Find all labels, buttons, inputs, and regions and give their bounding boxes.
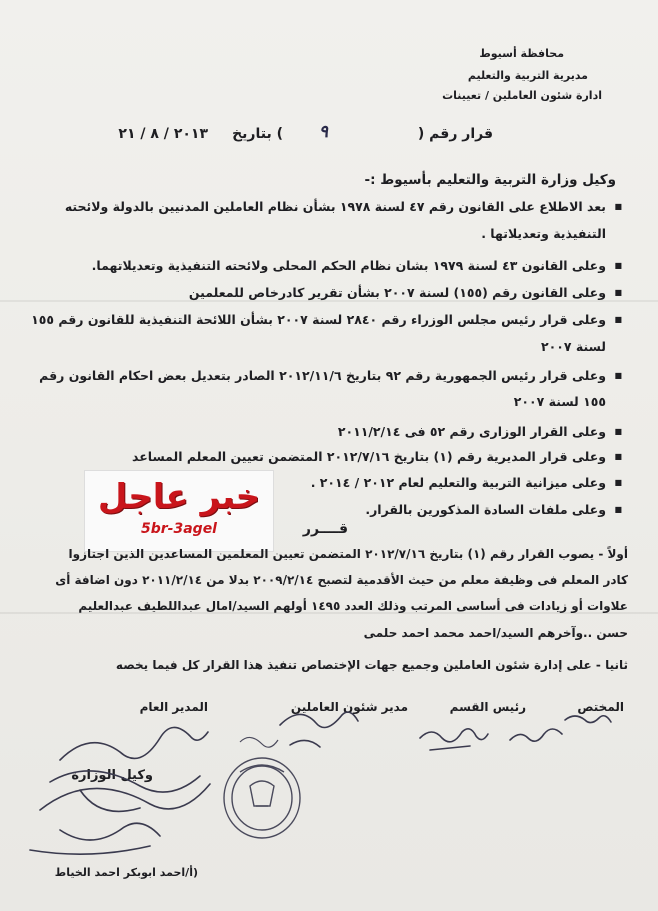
header-department: ادارة شئون العاملين / تعيينات xyxy=(442,89,602,102)
clause: ■ وعلى القانون رقم (١٥٥) لسنة ٢٠٠٧ بشأن تقرير كادرخاص للمعلمين xyxy=(189,285,606,300)
signatures-stamp-image xyxy=(0,690,658,890)
clause: ■ وعلى قرار المديرية رقم (١) بتاريخ ٢٠١٢/٧/١٦ المتضمن تعيين المعلم المساعد xyxy=(132,449,606,464)
clause: ■ وعلى ميزانية التربية والتعليم لعام ٢٠١٢ / ٢٠١٤ . xyxy=(311,475,606,490)
clause-cont: لسنة ٢٠٠٧ xyxy=(541,339,606,354)
article-first-cont: كادر المعلم فى وظيفة معلم من حيث الأقدمية لتصبح ٢٠٠٩/٢/١٤ بدلا من ٢٠١١/٢/١٤ دون اضافة أى xyxy=(55,573,628,587)
article-first-cont: علاوات أو زيادات فى أساسى المرتب وذلك العدد ١٤٩٥ أولهم السيد/امال عبداللطيف عبدالعليم xyxy=(78,599,628,613)
watermark-logo xyxy=(84,470,274,552)
sig-section-head: رئيس القسم xyxy=(449,700,526,714)
decision-number: ٩ xyxy=(318,122,328,142)
clause: ■ وعلى قرار رئيس الجمهورية رقم ٩٢ بتاريخ ٢٠١٢/١١/٦ الصادر بتعديل بعض احكام القانون رقم xyxy=(39,368,606,383)
clause-cont: التنفيذية وتعديلاتها . xyxy=(481,226,606,241)
decision-title: قرار رقم ( xyxy=(417,126,493,142)
paper-crease xyxy=(0,300,658,302)
decides-heading: قــــرر xyxy=(302,521,348,537)
watermark-latin: 5br-3agel xyxy=(141,521,217,537)
watermark-arabic: خبر عاجل xyxy=(97,477,261,517)
sig-hr-director: مدير شئون العاملين xyxy=(290,700,408,714)
clause-cont: ١٥٥ لسنة ٢٠٠٧ xyxy=(513,394,606,409)
article-first: أولاً - يصوب القرار رقم (١) بتاريخ ٢٠١٢/٧/١٦ المتضمن تعيين المعلمين المساعدين الذين اجتازوا xyxy=(68,547,628,561)
preamble: وكيل وزارة التربية والتعليم بأسيوط :- xyxy=(364,172,616,188)
clause: ■ وعلى ملفات السادة المذكورين بالقرار. xyxy=(365,502,606,517)
sig-general-director: المدير العام xyxy=(139,700,208,714)
sig-deputy-minister: وكيل الوزارة xyxy=(71,768,153,783)
clause: ■ وعلى القانون ٤٣ لسنة ١٩٧٩ بشان نظام الحكم المحلى ولائحته التنفيذية وتعديلاتهما. xyxy=(92,258,606,273)
clause: ■ وعلى قرار رئيس مجلس الوزراء رقم ٢٨٤٠ لسنة ٢٠٠٧ بشأن اللائحة التنفيذية للقانون رقم ١٥٥ xyxy=(31,312,606,327)
decision-date-label: ) بتاريخ xyxy=(232,126,283,142)
decision-date: ٢٠١٣ / ٨ / ٢١ xyxy=(118,126,208,142)
clause: ■ بعد الاطلاع على القانون رقم ٤٧ لسنة ١٩٧٨ بشأن نظام العاملين المدنيين بالدولة ولائحته xyxy=(65,199,606,214)
header-directorate: مديرية التربية والتعليم xyxy=(467,69,588,82)
article-second: ثانيا - على إدارة شئون العاملين وجميع جهات الإختصاص تنفيذ هذا القرار كل فيما يخصه xyxy=(115,658,628,672)
sig-deputy-name: (أ/احمد ابوبكر احمد الخياط xyxy=(54,866,198,879)
article-first-cont: حسن ..وآخرهم السيد/احمد محمد احمد حلمى xyxy=(363,626,628,640)
clause: ■ وعلى القرار الوزارى رقم ٥٢ فى ٢٠١١/٢/١٤ xyxy=(338,424,606,439)
sig-specialist: المختص xyxy=(577,700,624,714)
header-governorate: محافظة أسيوط xyxy=(479,47,564,60)
